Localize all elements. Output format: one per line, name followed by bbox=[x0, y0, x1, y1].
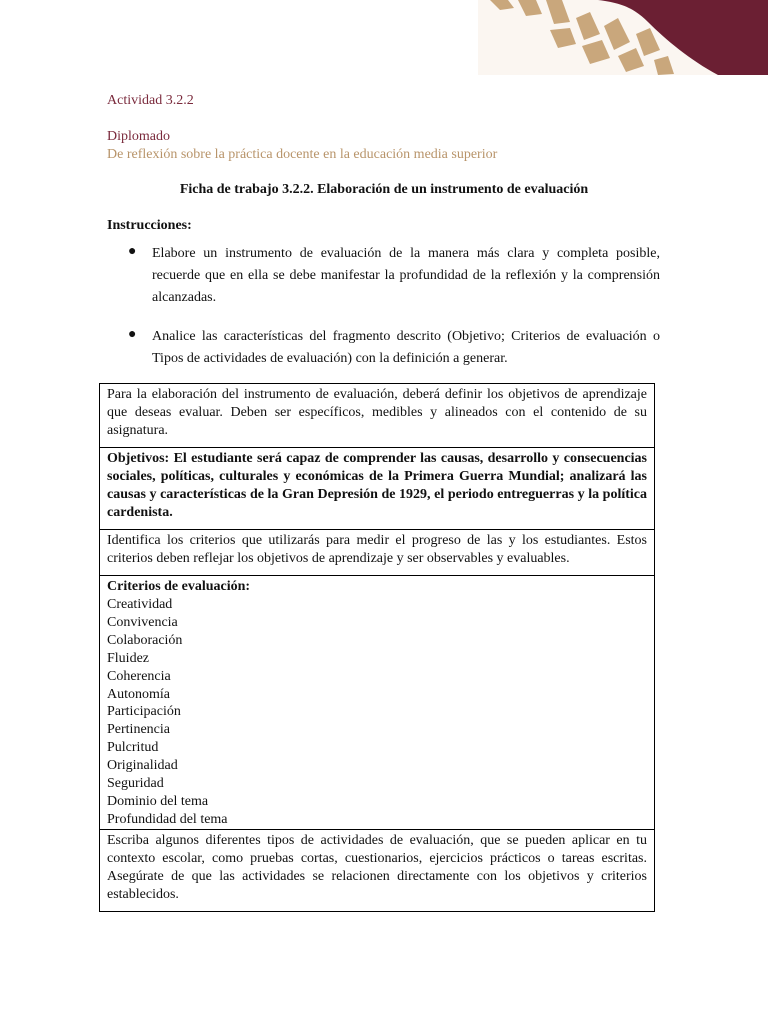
criteria-item: Autonomía bbox=[107, 686, 170, 702]
criteria-item: Pulcritud bbox=[107, 740, 159, 756]
criteria-item: Fluidez bbox=[107, 650, 149, 666]
criteria-item: Coherencia bbox=[107, 668, 171, 684]
bullet-icon: ● bbox=[128, 244, 137, 259]
criteria-cell bbox=[100, 576, 655, 830]
bullet-icon: ● bbox=[128, 327, 137, 342]
worksheet-title: Ficha de trabajo 3.2.2. Elaboración de un instrumento de evaluación bbox=[179, 182, 589, 197]
objectives-cell: Objetivos: El estudiante será capaz de comprender las causas, desarrollo y consecuencias sociales, políticas, culturales y económicas de la Primera Guerra Mundial; analizará las causas y características de la Gran Depresión de 1929, el periodo entreguerras y la política cardenista. bbox=[100, 448, 655, 530]
criteria-list bbox=[107, 596, 647, 829]
instruction-item: Analice las características del fragmento descrito (Objetivo; Criterios de evaluación o Tipos de actividades de evaluación) con la definición a generar. bbox=[152, 329, 660, 366]
criteria-item: Colaboración bbox=[107, 632, 183, 648]
table-row bbox=[100, 530, 655, 576]
activities-prompt-cell: Escriba algunos diferentes tipos de actividades de evaluación, que se pueden aplicar en tu contexto escolar, como pruebas cortas, cuestionarios, ejercicios prácticos o tareas escritas. Asegúrate de que las actividades se relacionen directamente con los objetivos y criterios establecidos. bbox=[100, 829, 655, 911]
instruction-item: Elabore un instrumento de evaluación de la manera más clara y completa posible, recuerde que en ella se debe manifestar la profundidad de la reflexión y la comprensión alcanzadas. bbox=[152, 246, 660, 305]
table-row bbox=[100, 829, 655, 911]
activity-number: Actividad 3.2.2 bbox=[107, 93, 194, 108]
criteria-prompt-cell: Identifica los criterios que utilizarás para medir el progreso de las y los estudiantes. Estos criterios deben reflejar los objetivos de aprendizaje y ser observables y evaluables. bbox=[100, 530, 655, 576]
instructions-heading: Instrucciones: bbox=[107, 218, 192, 233]
criteria-item: Seguridad bbox=[107, 776, 164, 792]
table-row bbox=[100, 384, 655, 448]
diploma-title: Diplomado bbox=[107, 129, 170, 144]
evaluation-instrument-table bbox=[99, 383, 655, 912]
objectives-prompt-cell: Para la elaboración del instrumento de evaluación, deberá definir los objetivos de aprendizaje que deseas evaluar. Deben ser específicos, medibles y alineados con el contenido de su asignatura. bbox=[100, 384, 655, 448]
table-row bbox=[100, 576, 655, 830]
criteria-heading: Criterios de evaluación: bbox=[107, 579, 251, 594]
criteria-item: Pertinencia bbox=[107, 722, 170, 738]
criteria-item: Profundidad del tema bbox=[107, 811, 228, 827]
criteria-item: Participación bbox=[107, 704, 181, 720]
criteria-item: Originalidad bbox=[107, 758, 178, 774]
criteria-item: Convivencia bbox=[107, 614, 178, 630]
criteria-item: Dominio del tema bbox=[107, 793, 209, 809]
criteria-item: Creatividad bbox=[107, 597, 173, 612]
diploma-subtitle: De reflexión sobre la práctica docente en la educación media superior bbox=[107, 147, 498, 162]
decorative-header-ornament bbox=[478, 0, 768, 75]
table-row bbox=[100, 448, 655, 530]
